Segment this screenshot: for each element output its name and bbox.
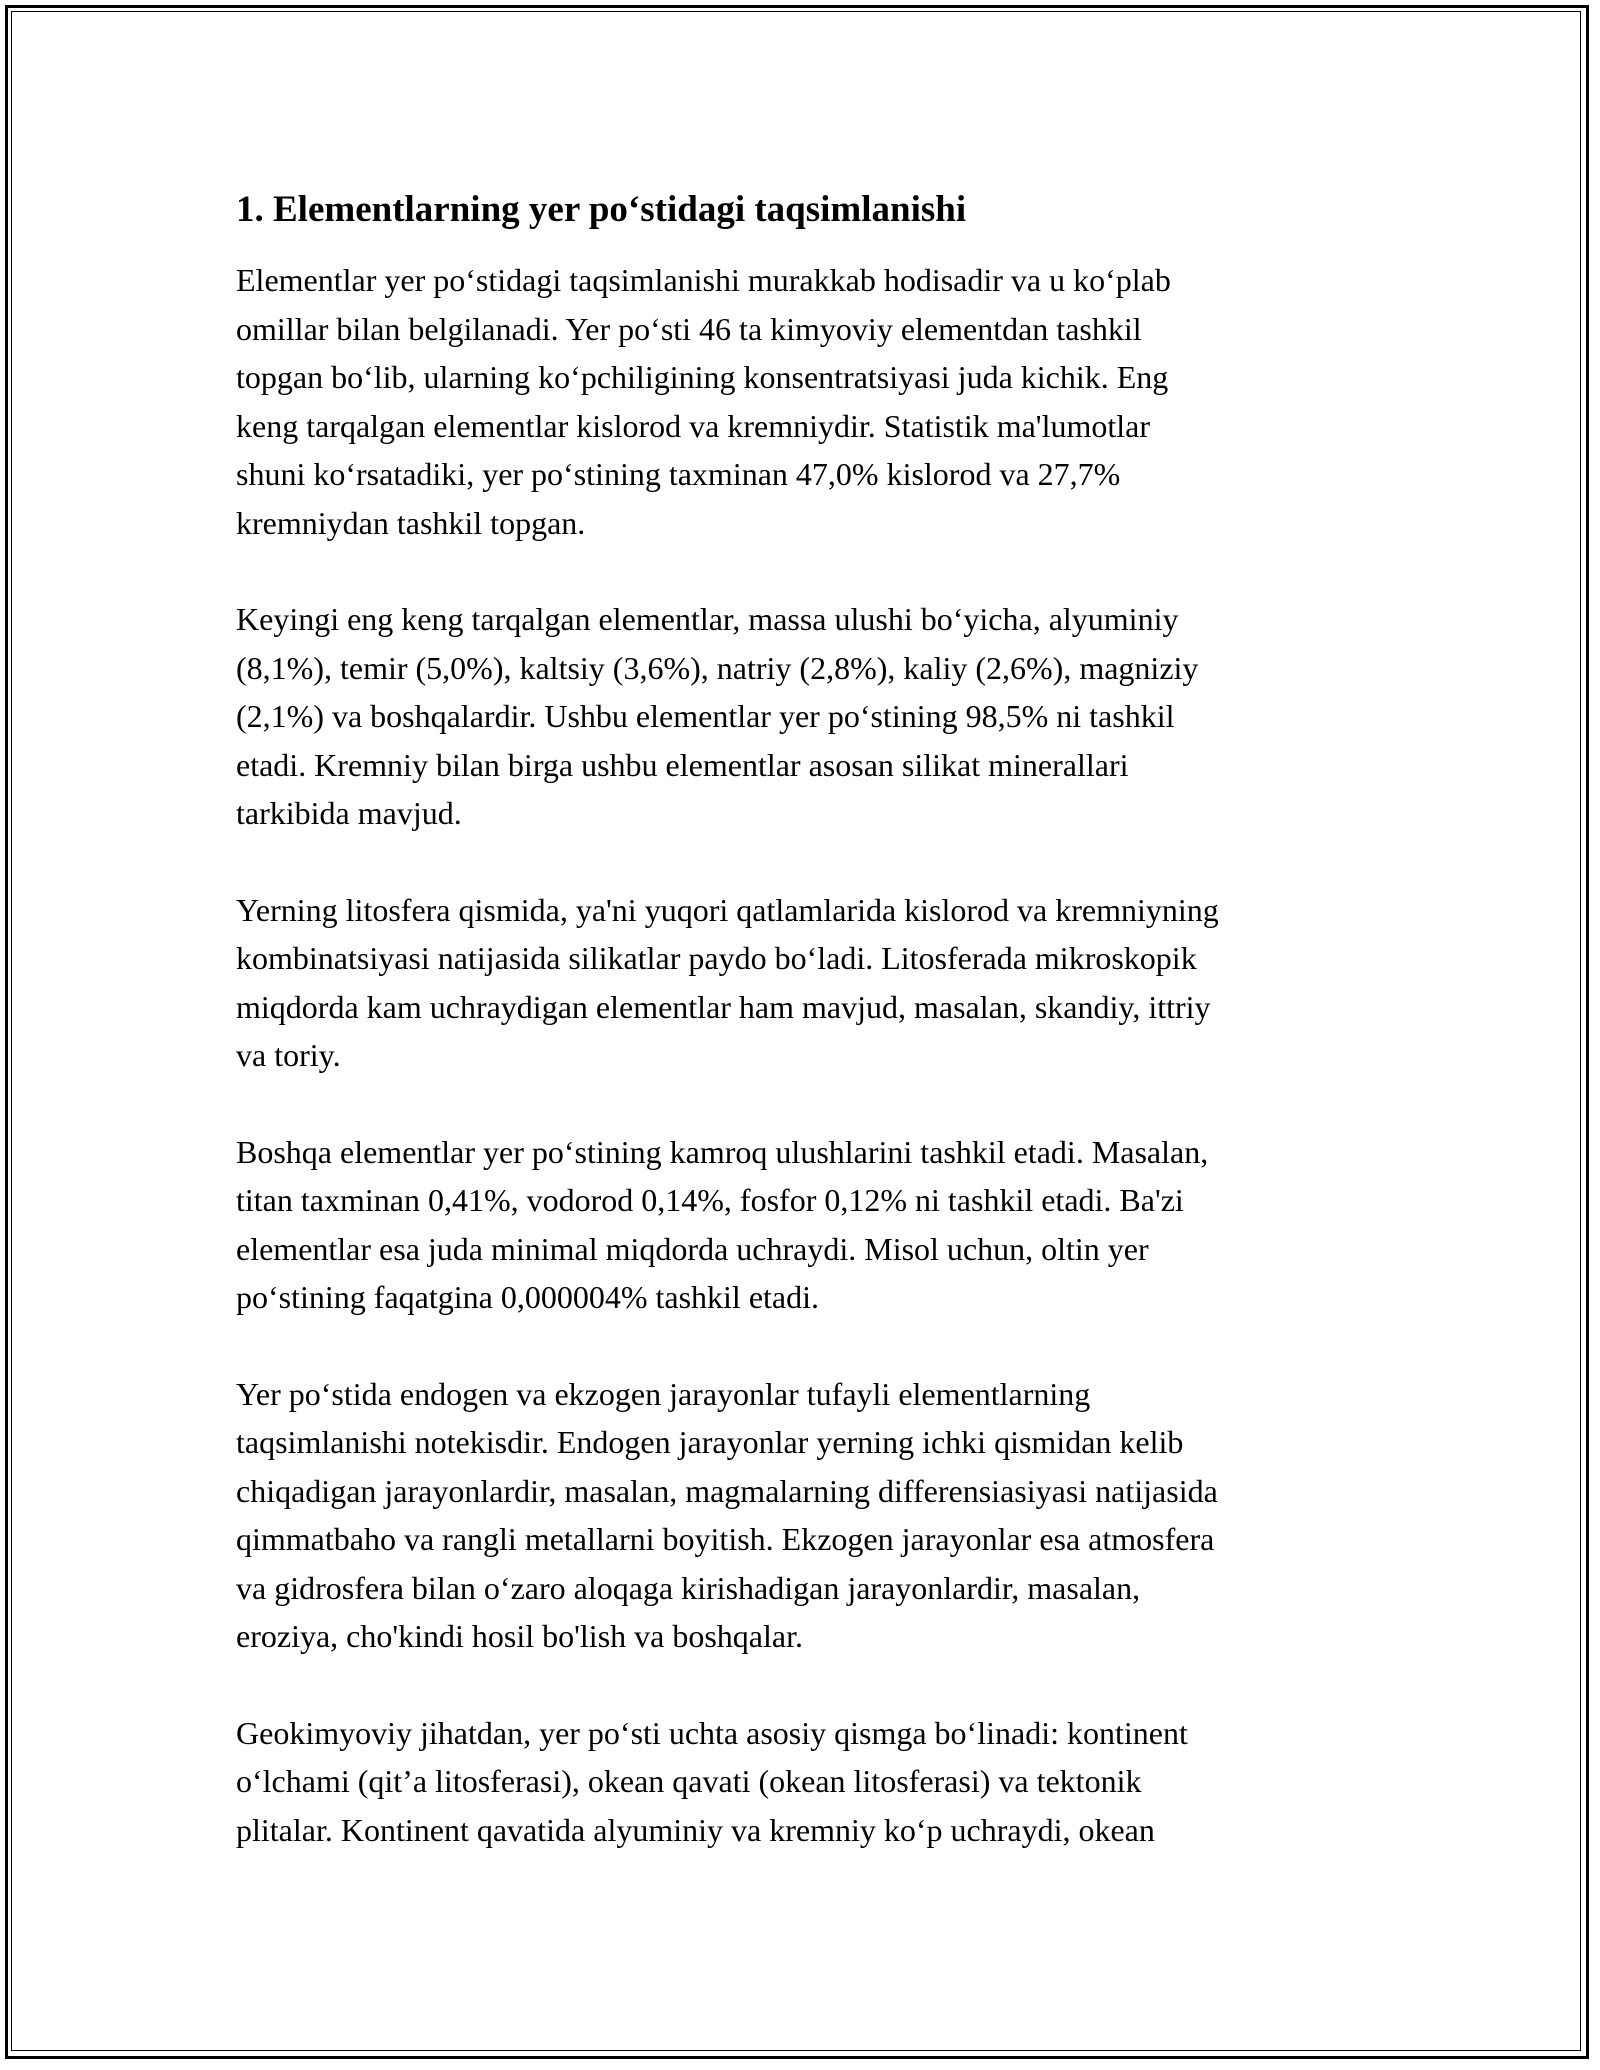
- text-line: plitalar. Kontinent qavatida alyuminiy va kremniy ko‘p uchraydi, okean: [236, 1811, 1155, 1848]
- text-line: qimmatbaho va rangli metallarni boyitish. Ekzogen jarayonlar esa atmosfera: [236, 1521, 1215, 1557]
- text-line: Yerning litosfera qismida, ya'ni yuqori qatlamlarida kislorod va kremniyning: [236, 891, 1219, 928]
- text-line: Geokimyoviy jihatdan, yer po‘sti uchta asosiy qismga bo‘linadi: kontinent: [236, 1714, 1188, 1751]
- text-line: (8,1%), temir (5,0%), kaltsiy (3,6%), natriy (2,8%), kaliy (2,6%), magniziy: [236, 649, 1199, 686]
- text-line: taqsimlanishi notekisdir. Endogen jarayonlar yerning ichki qismidan kelib: [236, 1424, 1184, 1460]
- paragraph-6: [236, 1709, 1376, 1855]
- paragraph-1: [236, 256, 1376, 547]
- paragraph-5: [236, 1370, 1376, 1661]
- text-line: Boshqa elementlar yer po‘stining kamroq ulushlarini tashkil etadi. Masalan,: [236, 1133, 1209, 1170]
- text-line: tarkibida mavjud.: [236, 795, 462, 831]
- paragraph-list: [236, 256, 1376, 1854]
- document-body: [236, 186, 1376, 1902]
- paragraph-4: [236, 1128, 1376, 1322]
- text-line: keng tarqalgan elementlar kislorod va kremniydir. Statistik ma'lumotlar: [236, 407, 1150, 444]
- text-line: kremniydan tashkil topgan.: [236, 504, 586, 541]
- text-line: Yer po‘stida endogen va ekzogen jarayonlar tufayli elementlarning: [236, 1375, 1091, 1412]
- text-line: etadi. Kremniy bilan birga ushbu elementlar asosan silikat minerallari: [236, 746, 1129, 783]
- text-line: shuni ko‘rsatadiki, yer po‘stining taxminan 47,0% kislorod va 27,7%: [236, 456, 1121, 492]
- text-line: elementlar esa juda minimal miqdorda uchraydi. Misol uchun, oltin yer: [236, 1230, 1149, 1267]
- text-line: topgan bo‘lib, ularning ko‘pchiligining konsentratsiyasi juda kichik. Eng: [236, 359, 1169, 395]
- text-line: miqdorda kam uchraydigan elementlar ham mavjud, masalan, skandiy, ittriy: [236, 988, 1211, 1025]
- text-line: o‘lchami (qit’a litosferasi), okean qavati (okean litosferasi) va tektonik: [236, 1763, 1142, 1799]
- section-heading: 1. Elementlarning yer po‘stidagi taqsimlanishi: [236, 189, 967, 230]
- text-line: chiqadigan jarayonlardir, masalan, magmalarning differensiasiyasi natijasida: [236, 1472, 1218, 1509]
- text-line: Keyingi eng keng tarqalgan elementlar, massa ulushi bo‘yicha, alyuminiy: [236, 601, 1179, 637]
- text-line: Elementlar yer po‘stidagi taqsimlanishi murakkab hodisadir va u ko‘plab: [236, 262, 1171, 298]
- text-line: omillar bilan belgilanadi. Yer po‘sti 46 ta kimyoviy elementdan tashkil: [236, 310, 1142, 347]
- text-line: titan taxminan 0,41%, vodorod 0,14%, fosfor 0,12% ni tashkil etadi. Ba'zi: [236, 1182, 1184, 1218]
- text-line: va gidrosfera bilan o‘zaro aloqaga kirishadigan jarayonlardir, masalan,: [236, 1569, 1141, 1606]
- text-line: va toriy.: [236, 1037, 341, 1073]
- paragraph-3: [236, 886, 1376, 1080]
- text-line: eroziya, cho'kindi hosil bo'lish va boshqalar.: [236, 1618, 803, 1654]
- text-line: (2,1%) va boshqalardir. Ushbu elementlar yer po‘stining 98,5% ni tashkil: [236, 698, 1175, 734]
- paragraph-2: [236, 595, 1376, 838]
- text-line: po‘stining faqatgina 0,000004% tashkil etadi.: [236, 1279, 819, 1315]
- text-line: kombinatsiyasi natijasida silikatlar paydo bo‘ladi. Litosferada mikroskopik: [236, 940, 1197, 976]
